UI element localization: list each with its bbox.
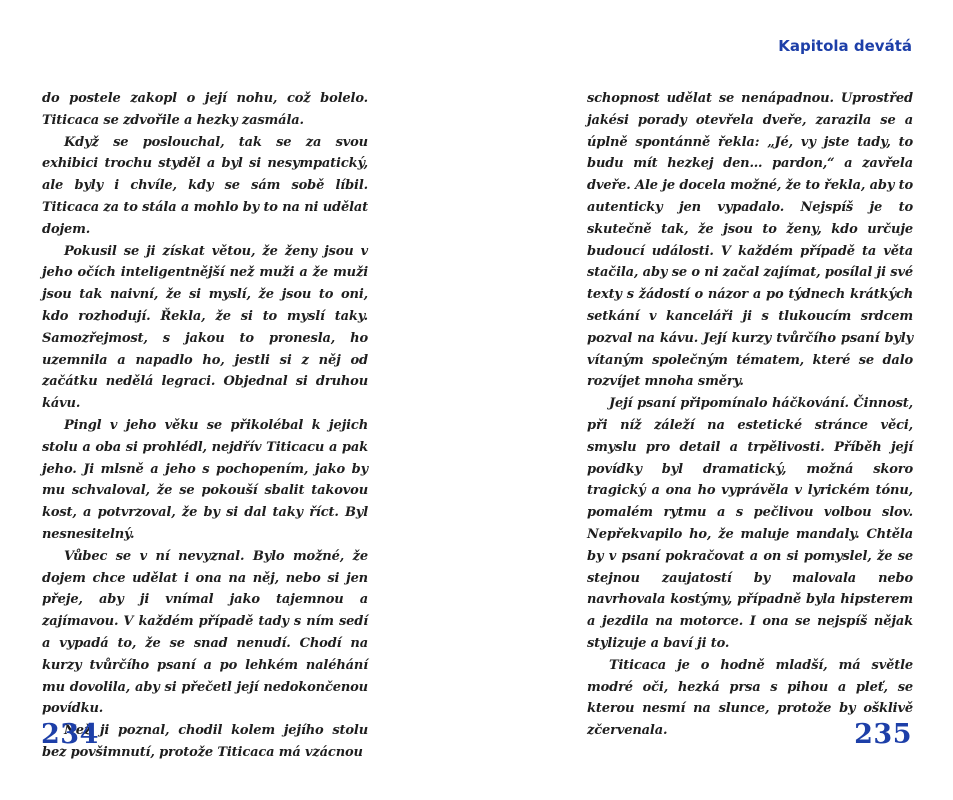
page-right-text-column xyxy=(587,88,913,742)
paragraph: schopnost udělat se nenápadnou. Uprostřed jakési porady otevřela dveře, zarazila se a úplně spontánně řekla: „Jé, vy jste tady, to budu mít hezkej den… pardon,“ a zavřela dveře. Ale je docela možné, že to řekla, aby to autenticky jen vypadalo. Nejspíš je to skutečně tak, že jsou to ženy, kdo určuje budoucí události. V každém případě ta věta stačila, aby se o ni začal zajímat, posílal ji své texty s žádostí o názor a po týdnech krátkých setkání v kanceláři ji s tlukoucím srdcem pozval na kávu. Její kurzy tvůrčího psaní byly vítaným společným tématem, které se dalo rozvíjet mnoha směry. xyxy=(587,91,913,390)
paragraph: Její psaní připomínalo háčkování. Činnost, při níž záleží na estetické stránce věci, smyslu pro detail a trpělivosti. Příběh její povídky byl dramatický, možná skoro tragický a ona ho vyprávěla v lyrickém tónu, pomalém rytmu a s pečlivou volbou slov. Nepřekvapilo ho, že maluje mandaly. Chtěla by v psaní pokračovat a on si pomyslel, že se stejnou zaujatostí by malovala nebo navrhovala kostýmy, případně byla hipsterem a jezdila na motorce. I ona se nejspíš nějak stylizuje a baví ji to. xyxy=(587,396,913,651)
page-number-right: 235 xyxy=(854,719,912,750)
paragraph: Pokusil se ji získat větou, že ženy jsou v jeho očích inteligentnější než muži a že muži jsou tak naivní, že si myslí, že jsou to oni, kdo rozhodují. Řekla, že si to myslí taky. Samozřejmost, s jakou to pronesla, ho uzemnila a napadlo ho, jestli si z něj od začátku nedělá legraci. Objednal si druhou kávu. xyxy=(42,243,368,412)
paragraph: Když se poslouchal, tak se za svou exhibici trochu styděl a byl si nesympatický, ale byly i chvíle, kdy se sám sobě líbil. Titicaca za to stála a mohlo by to na ni udělat dojem. xyxy=(42,134,368,237)
paragraph: Než ji poznal, chodil kolem jejího stolu bez povšimnutí, protože Titicaca má vzácnou xyxy=(42,723,368,760)
paragraph: do postele zakopl o její nohu, což bolelo. Titicaca se zdvořile a hezky zasmála. xyxy=(42,91,368,128)
paragraph: Pingl v jeho věku se přikolébal k jejich stolu a oba si prohlédl, nejdřív Titicacu a pak jeho. Ji mlsně a jeho s pochopením, jako by mu schvaloval, že se pokouší sbalit takovou kost, a potvrzoval, že by si dal taky říct. Byl nesnesitelný. xyxy=(42,417,368,542)
chapter-heading: Kapitola devátá xyxy=(778,37,912,55)
page-left-text-column xyxy=(42,88,368,764)
paragraph: Vůbec se v ní nevyznal. Bylo možné, že dojem chce udělat i ona na něj, nebo si jen přeje, aby ji vnímal jako tajemnou a zajímavou. V každém případě tady s ním sedí a vypadá to, že se snad nenudí. Chodí na kurzy tvůrčího psaní a po lehkém naléhání mu dovolila, aby si přečetl její nedokončenou povídku. xyxy=(42,548,368,717)
page-number-left: 234 xyxy=(41,719,99,750)
paragraph: Titicaca je o hodně mladší, má světle modré oči, hezká prsa s pihou a pleť, se kterou nesmí na slunce, protože by ošklivě zčervenala. xyxy=(587,657,913,739)
